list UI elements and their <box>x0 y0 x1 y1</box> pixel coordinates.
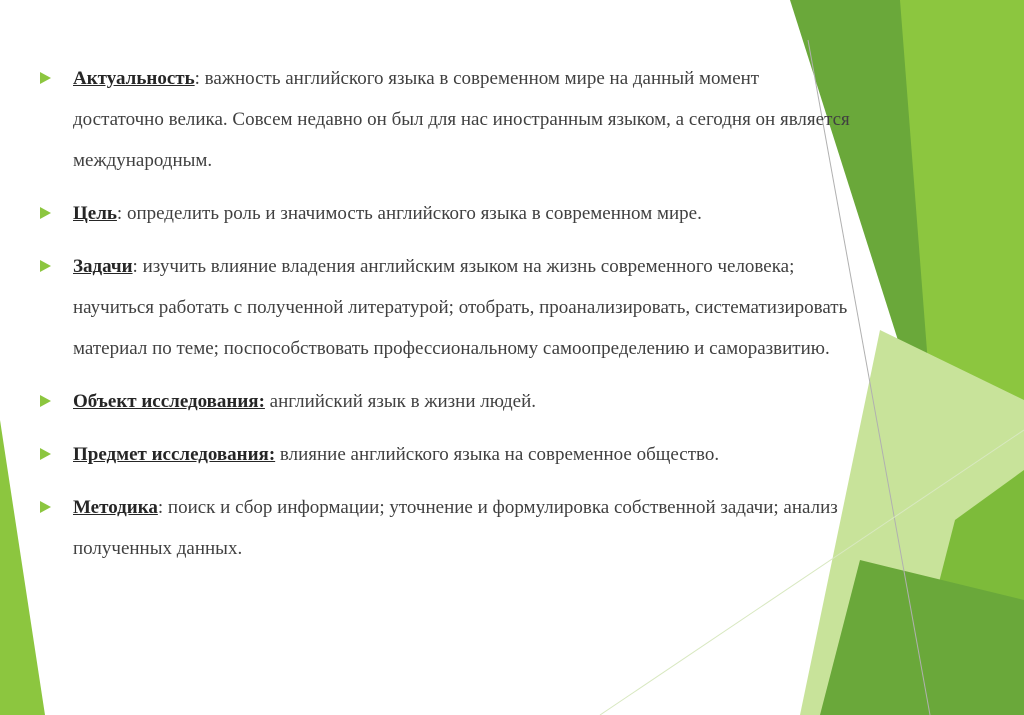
item-term: Объект исследования: <box>73 391 265 412</box>
item-separator: : <box>157 497 164 518</box>
item-term: Актуальность <box>73 68 195 89</box>
triangle-right-icon <box>40 72 51 84</box>
item-term: Цель <box>73 203 117 224</box>
item-text: влияние английского языка на современное общество. <box>275 444 720 465</box>
triangle-right-icon <box>40 448 51 460</box>
item-text: поиск и сбор информации; уточнение и формулировка собственной задачи; анализ полученных данных. <box>73 497 838 559</box>
item-separator: : <box>194 68 200 89</box>
bullet-item-object <box>40 381 850 422</box>
bullet-item-tasks <box>40 246 850 369</box>
triangle-right-icon <box>40 260 51 272</box>
triangle-right-icon <box>40 207 51 219</box>
item-separator: : <box>116 203 123 224</box>
item-text: определить роль и значимость английского языка в современном мире. <box>122 203 702 224</box>
item-term: Задачи <box>73 256 133 277</box>
triangle-right-icon <box>40 395 51 407</box>
bullet-item-method <box>40 487 850 569</box>
item-separator: : <box>132 256 138 277</box>
item-term: Предмет исследования: <box>73 444 276 465</box>
bullet-item-relevance <box>40 58 850 181</box>
item-text: важность английского языка в современном мире на данный момент достаточно велика. Совсем недавно он был для нас иностранным языком, а сегодня он является международным. <box>73 68 850 171</box>
triangle-right-icon <box>40 501 51 513</box>
bullet-item-subject <box>40 434 850 475</box>
item-text: изучить влияние владения английским языком на жизнь современного человека; научиться работать с полученной литературой; отобрать, проанализировать, систематизировать материал по теме; поспособствовать профессиональному самоопределению и саморазвитию. <box>73 256 848 359</box>
bullet-item-goal <box>40 193 850 234</box>
item-text: английский язык в жизни людей. <box>264 391 536 412</box>
bullet-list <box>40 58 850 581</box>
facet-left-bottom <box>0 420 45 715</box>
item-term: Методика <box>73 497 158 518</box>
